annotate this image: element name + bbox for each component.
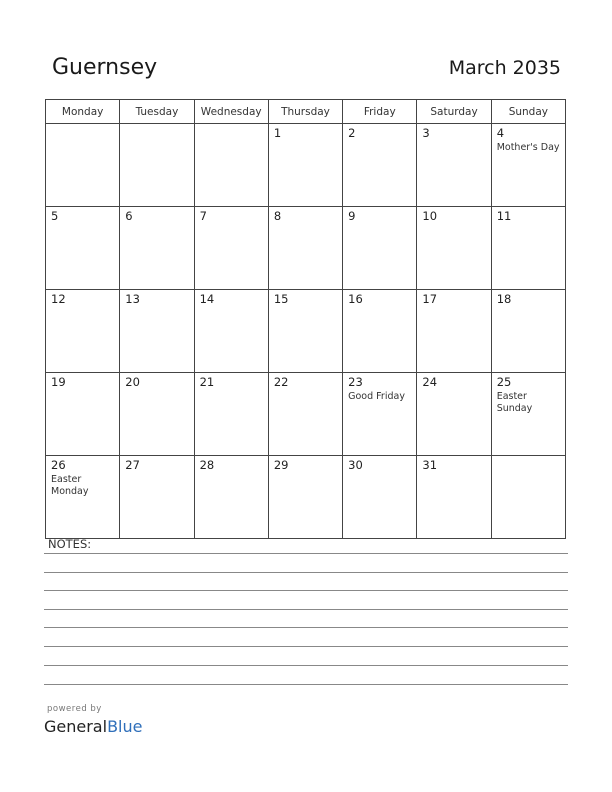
generalblue-logo (44, 717, 142, 736)
day-number: 20 (125, 375, 140, 389)
weekday-header-row (46, 100, 566, 124)
day-cell (194, 373, 268, 456)
day-number: 15 (273, 292, 289, 306)
day-number: 27 (125, 458, 140, 472)
brand-general: General (44, 717, 108, 736)
day-cell (268, 456, 342, 539)
day-cell (268, 290, 342, 373)
country-title: Guernsey (52, 55, 158, 80)
day-number: 21 (199, 375, 215, 389)
day-cell (268, 207, 342, 290)
holiday-label: Easter Monday (51, 474, 89, 497)
day-cell (120, 290, 194, 373)
day-number: 5 (51, 209, 59, 223)
notes-label: NOTES: (48, 537, 92, 551)
day-number: 18 (496, 292, 512, 306)
day-cell (491, 290, 565, 373)
day-cell (194, 207, 268, 290)
weekday-header: Monday (46, 100, 120, 124)
note-line (44, 590, 568, 591)
day-number: 19 (51, 375, 66, 389)
day-cell (194, 290, 268, 373)
day-number: 7 (199, 209, 207, 223)
day-number: 2 (348, 126, 356, 140)
weekday-header: Tuesday (120, 100, 194, 124)
day-cell (46, 456, 120, 539)
day-cell (417, 290, 491, 373)
calendar-body (46, 124, 566, 539)
weekday-header: Thursday (268, 100, 342, 124)
day-number: 6 (125, 209, 133, 223)
day-number: 10 (422, 209, 438, 223)
day-number: 25 (496, 375, 512, 389)
note-line (44, 684, 568, 685)
day-cell (343, 124, 417, 207)
day-cell (343, 373, 417, 456)
day-cell (120, 373, 194, 456)
day-cell (417, 207, 491, 290)
note-line (44, 665, 568, 666)
weekday-header: Wednesday (194, 100, 268, 124)
day-cell (268, 124, 342, 207)
brand-blue: Blue (107, 717, 143, 736)
day-cell (46, 207, 120, 290)
day-number: 9 (348, 209, 356, 223)
month-title: March 2035 (448, 57, 561, 79)
note-line (44, 627, 568, 628)
day-number: 26 (51, 458, 66, 472)
day-cell (491, 456, 565, 539)
day-cell (194, 456, 268, 539)
day-cell (417, 124, 491, 207)
holiday-label: Good Friday (348, 391, 405, 402)
day-cell (491, 207, 565, 290)
day-number: 22 (273, 375, 289, 389)
note-line (44, 609, 568, 610)
day-cell (268, 373, 342, 456)
week-row (46, 373, 566, 456)
day-number: 16 (348, 292, 363, 306)
note-line (44, 646, 568, 647)
holiday-label: Mother's Day (496, 142, 560, 153)
day-cell (120, 456, 194, 539)
day-number: 1 (273, 126, 282, 140)
day-number: 30 (348, 458, 363, 472)
week-row (46, 456, 566, 539)
day-cell (46, 290, 120, 373)
week-row (46, 124, 566, 207)
day-number: 28 (199, 458, 215, 472)
weekday-header: Sunday (491, 100, 565, 124)
day-number: 17 (422, 292, 438, 306)
day-number: 31 (422, 458, 438, 472)
day-cell (491, 124, 565, 207)
day-cell (417, 456, 491, 539)
day-number: 23 (348, 375, 363, 389)
day-number: 11 (496, 209, 512, 223)
day-cell (343, 207, 417, 290)
day-cell (343, 290, 417, 373)
day-cell (491, 373, 565, 456)
day-number: 12 (51, 292, 66, 306)
day-number: 4 (496, 126, 505, 140)
day-cell (194, 124, 268, 207)
day-number: 14 (199, 292, 215, 306)
week-row (46, 207, 566, 290)
note-line (44, 572, 568, 573)
weekday-header: Friday (343, 100, 417, 124)
day-cell (46, 124, 120, 207)
day-cell (343, 456, 417, 539)
day-cell (120, 207, 194, 290)
powered-by-text: powered by (47, 704, 102, 714)
day-number: 29 (273, 458, 289, 472)
day-cell (120, 124, 194, 207)
calendar-grid (45, 99, 566, 539)
weekday-header: Saturday (417, 100, 491, 124)
day-number: 8 (273, 209, 282, 223)
day-number: 13 (125, 292, 140, 306)
holiday-label: Easter Sunday (496, 391, 533, 414)
day-number: 24 (422, 375, 438, 389)
note-line (44, 553, 568, 554)
day-cell (417, 373, 491, 456)
week-row (46, 290, 566, 373)
day-number: 3 (422, 126, 430, 140)
day-cell (46, 373, 120, 456)
